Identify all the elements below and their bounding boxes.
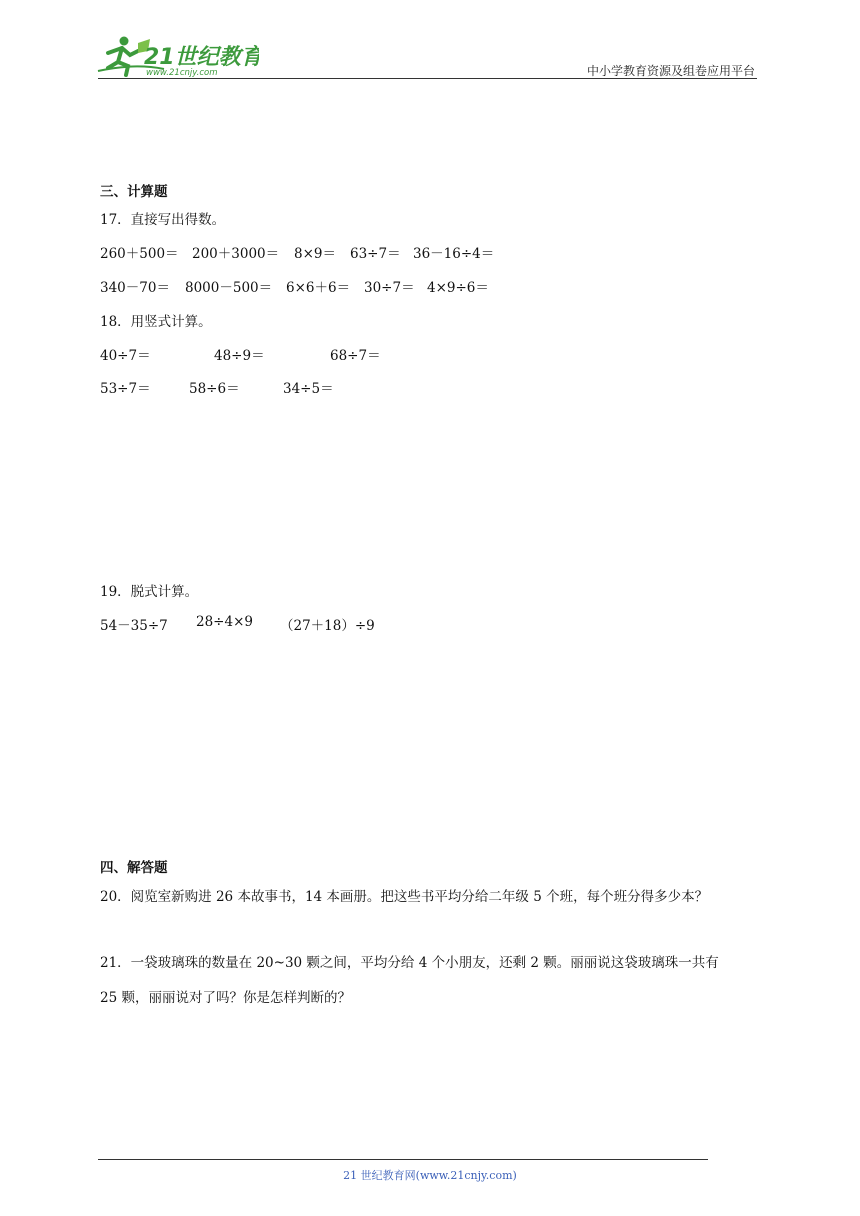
- q17-item: 4×9÷6＝: [427, 280, 489, 296]
- q17-item: 8000－500＝: [185, 280, 273, 296]
- q17-item: 8×9＝: [294, 246, 336, 262]
- q17-item: 200＋3000＝: [192, 246, 280, 262]
- runner-logo-icon: [94, 33, 259, 79]
- question-19-prompt: 19．脱式计算。: [100, 584, 199, 600]
- header-slogan: 中小学教育资源及组卷应用平台: [586, 64, 755, 78]
- question-21-line-1: 21．一袋玻璃珠的数量在 20~30 颗之间，平均分给 4 个小朋友，还剩 2 颗。丽丽说这袋玻璃珠一共有: [100, 955, 719, 971]
- q17-item: 63÷7＝: [350, 246, 401, 262]
- q18-item: 58÷6＝: [189, 381, 240, 397]
- q19-item: （27＋18）÷9: [280, 618, 375, 634]
- q18-item: 68÷7＝: [330, 348, 381, 364]
- q18-item: 40÷7＝: [100, 348, 151, 364]
- q17-item: 6×6＋6＝: [286, 280, 351, 296]
- footer-divider: [98, 1159, 708, 1160]
- footer-link[interactable]: 21 世纪教育网(www.21cnjy.com): [343, 1169, 517, 1182]
- question-17-prompt: 17．直接写出得数。: [100, 212, 226, 228]
- site-logo: [94, 33, 259, 79]
- section-title-word-problems: 四、解答题: [100, 860, 168, 876]
- question-21-line-2: 25 颗，丽丽说对了吗？你是怎样判断的？: [100, 990, 351, 1006]
- q19-item: 54－35÷7: [100, 618, 168, 634]
- q17-item: 340－70＝: [100, 280, 170, 296]
- section-title-calculation: 三、计算题: [100, 184, 168, 200]
- q17-item: 260＋500＝: [100, 246, 179, 262]
- q17-item: 30÷7＝: [364, 280, 415, 296]
- q18-item: 53÷7＝: [100, 381, 151, 397]
- q18-item: 48÷9＝: [214, 348, 265, 364]
- svg-text:21世纪教育: 21世纪教育: [144, 45, 259, 70]
- q19-item: 28÷4×9: [196, 614, 253, 630]
- header-divider: [98, 78, 757, 79]
- svg-text:www.21cnjy.com: www.21cnjy.com: [146, 68, 218, 78]
- q17-item: 36－16÷4＝: [413, 246, 495, 262]
- question-20: 20．阅览室新购进 26 本故事书，14 本画册。把这些书平均分给二年级 5 个班，每个班分得多少本？: [100, 889, 709, 905]
- q18-item: 34÷5＝: [283, 381, 334, 397]
- question-18-prompt: 18．用竖式计算。: [100, 314, 212, 330]
